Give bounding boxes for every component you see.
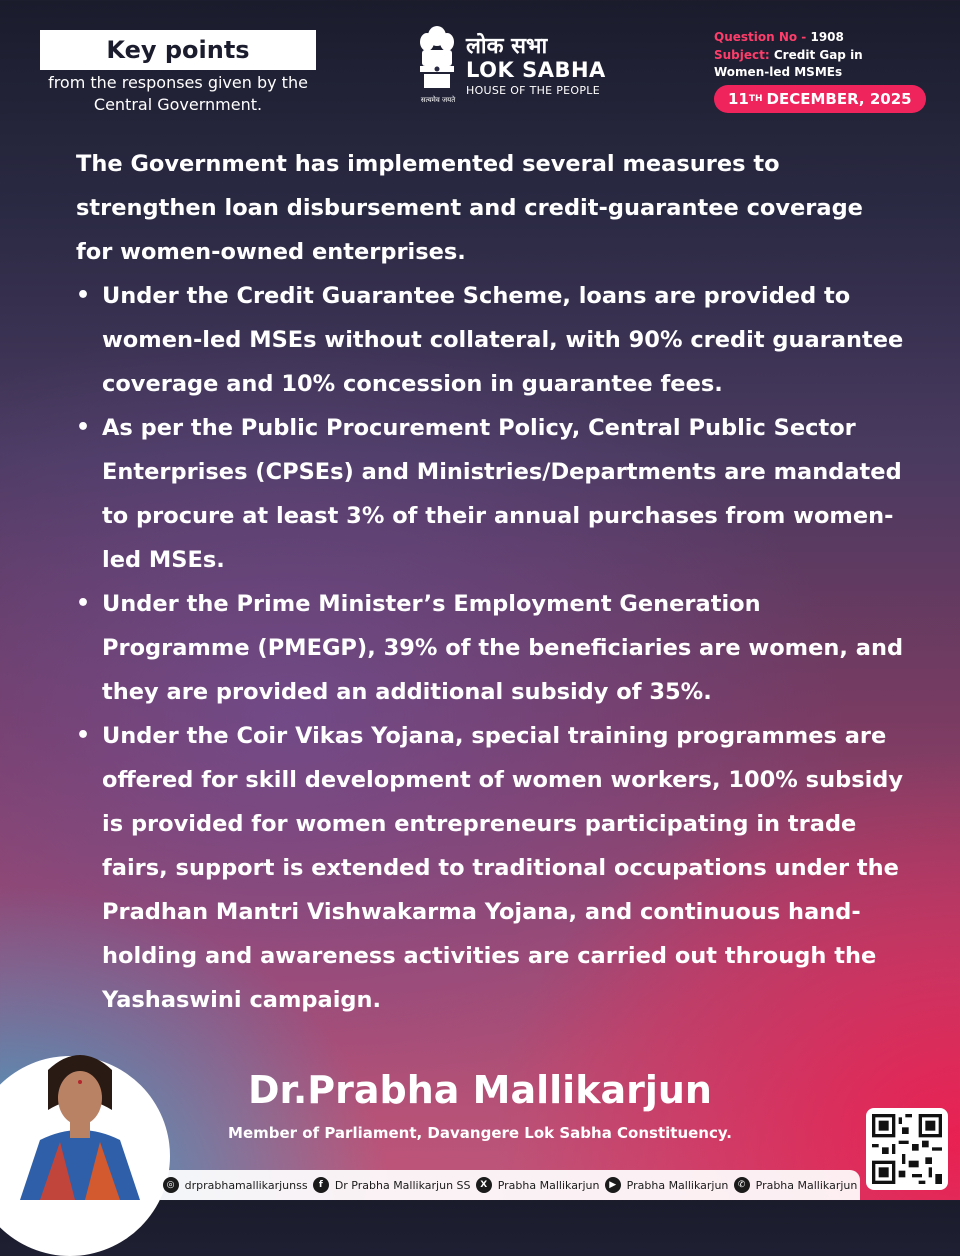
subject bbox=[714, 47, 884, 81]
main-content bbox=[76, 142, 906, 1022]
subject-text: Credit Gap in Women-led MSMEs bbox=[714, 48, 863, 79]
whatsapp-icon: ✆ bbox=[734, 1177, 750, 1193]
qr-code-icon[interactable] bbox=[866, 1108, 948, 1190]
date-day: 11 bbox=[728, 90, 749, 108]
subject-label: Subject: bbox=[714, 48, 770, 62]
social-handle: Prabha Mallikarjun bbox=[755, 1178, 858, 1192]
social-whatsapp[interactable] bbox=[734, 1177, 858, 1193]
instagram-icon: ◎ bbox=[163, 1177, 179, 1193]
question-value: 1908 bbox=[810, 30, 844, 44]
lok-sabha-hindi: लोक सभा bbox=[466, 34, 548, 59]
lok-sabha-tagline: HOUSE OF THE PEOPLE bbox=[466, 84, 600, 97]
youtube-icon: ▶ bbox=[605, 1177, 621, 1193]
lok-sabha-title: LOK SABHA bbox=[466, 58, 606, 82]
qr-code-graphic bbox=[872, 1114, 942, 1184]
facebook-icon: f bbox=[313, 1177, 329, 1193]
list-item: • Under the Credit Guarantee Scheme, loans are provided to women-led MSEs without collateral, with 90% credit guarantee coverage and 10% concession in guarantee fees. bbox=[76, 274, 906, 406]
intro-text: The Government has implemented several measures to strengthen loan disbursement and credit-guarantee coverage for women-owned enterprises. bbox=[76, 151, 863, 265]
key-points-subtitle: from the responses given by the Central Government. bbox=[48, 73, 308, 114]
question-label: Question No - bbox=[714, 30, 807, 44]
list-item: • As per the Public Procurement Policy, Central Public Sector Enterprises (CPSEs) and Ministries/Departments are mandated to procure at least 3% of their annual purchases from women-led MSEs. bbox=[76, 406, 906, 582]
portrait-avatar bbox=[0, 1030, 160, 1200]
social-handle: drprabhamallikarjunss bbox=[184, 1178, 308, 1192]
date-rest: DECEMBER, 2025 bbox=[766, 90, 912, 108]
social-handle: Prabha Mallikarjun bbox=[497, 1178, 600, 1192]
question-number bbox=[714, 30, 844, 44]
list-item: • Under the Prime Minister’s Employment Generation Programme (PMEGP), 39% of the beneficiaries are women, and they are provided an additional subsidy of 35%. bbox=[76, 582, 906, 714]
social-bar bbox=[160, 1170, 860, 1200]
social-instagram[interactable] bbox=[163, 1177, 308, 1193]
date-suffix: TH bbox=[748, 94, 763, 104]
ashoka-emblem-icon bbox=[416, 22, 458, 104]
mp-name: Dr.Prabha Mallikarjun bbox=[248, 1068, 712, 1112]
date-badge bbox=[714, 85, 926, 113]
key-points-title: Key points bbox=[40, 30, 316, 70]
emblem-motto: सत्यमेव जयते bbox=[420, 96, 456, 104]
points-list bbox=[76, 274, 906, 1022]
x-icon: X bbox=[476, 1177, 492, 1193]
list-item: • Under the Coir Vikas Yojana, special training programmes are offered for skill development of women workers, 100% subsidy is provided for women entrepreneurs participating in trade fairs, support is extended to traditional occupations under the Pradhan Mantri Vishwakarma Yojana, and continuous hand-holding and awareness activities are carried out through the Yashaswini campaign. bbox=[76, 714, 906, 1022]
social-facebook[interactable] bbox=[313, 1177, 471, 1193]
social-handle: Dr Prabha Mallikarjun SS bbox=[334, 1178, 471, 1192]
mp-title: Member of Parliament, Davangere Lok Sabha Constituency. bbox=[228, 1124, 732, 1142]
social-handle: Prabha Mallikarjun bbox=[626, 1178, 729, 1192]
social-youtube[interactable] bbox=[605, 1177, 729, 1193]
social-x[interactable] bbox=[476, 1177, 600, 1193]
